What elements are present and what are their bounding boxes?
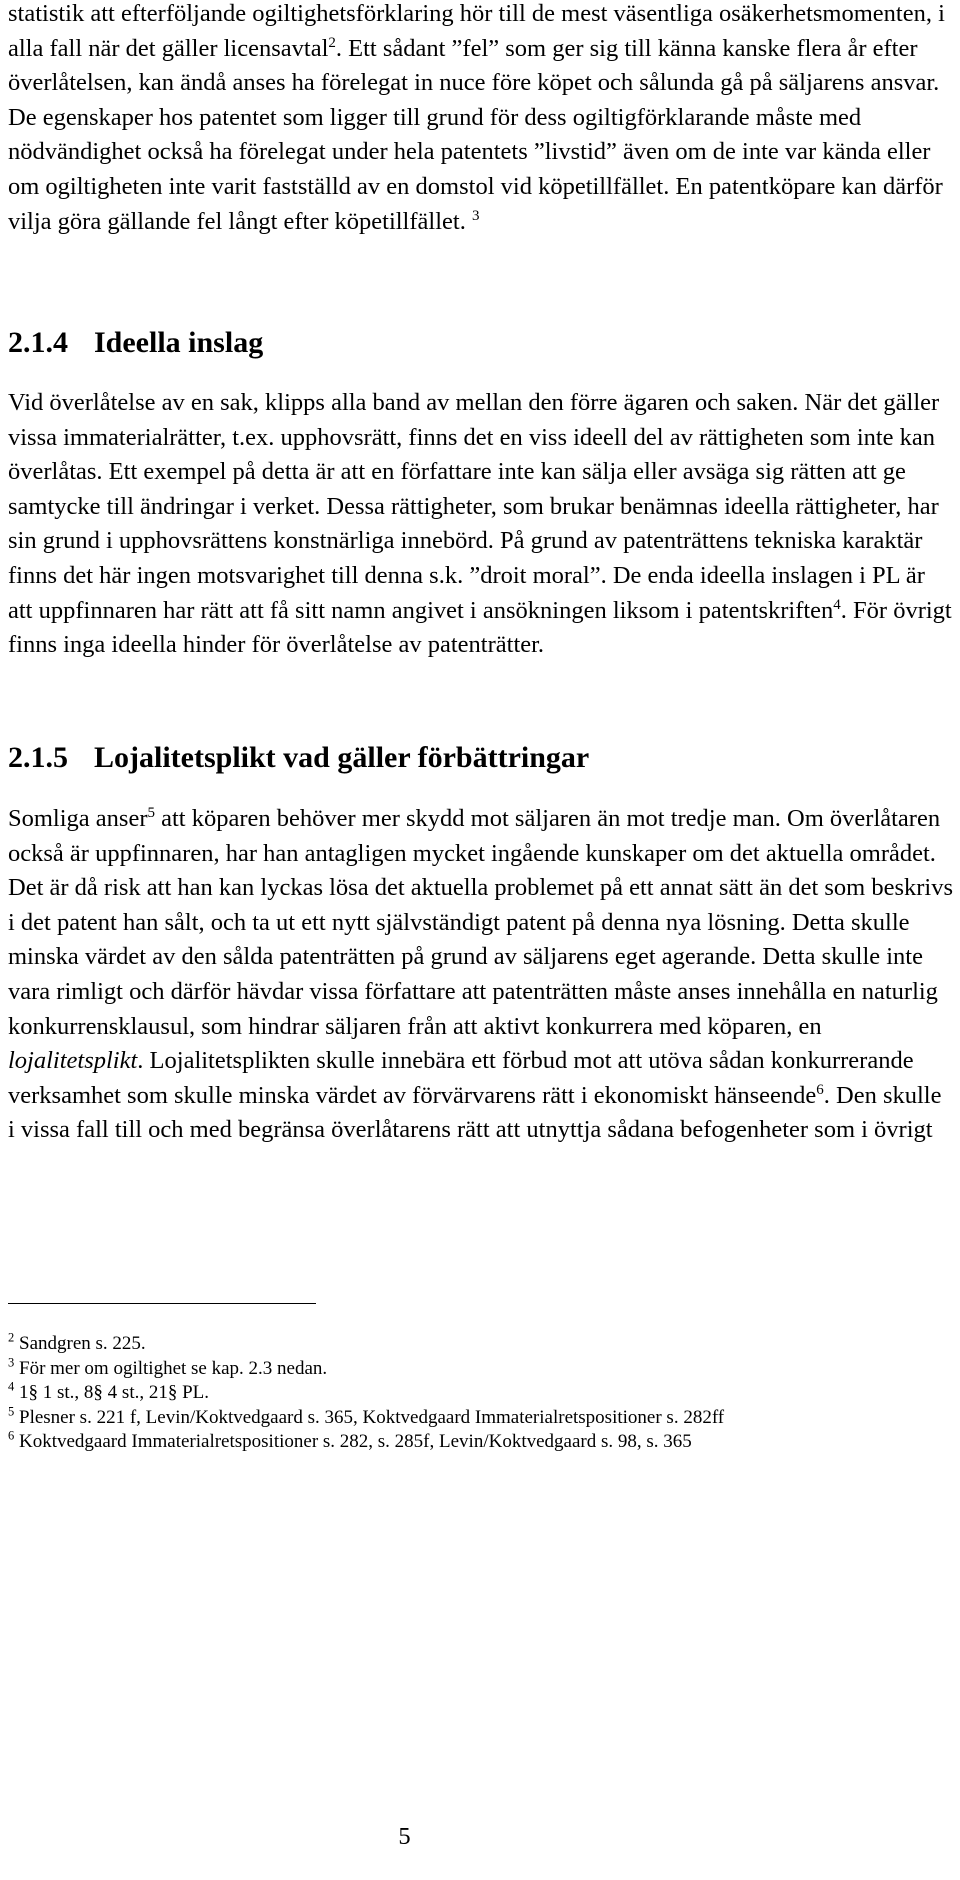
- text-run: . Den skulle i vissa fall till och med begränsa överlåtarens rätt att utnyttja sådana befogenheter som i övrigt: [8, 1081, 942, 1144]
- footnote-ref[interactable]: 6: [816, 1081, 824, 1098]
- text-run: . Lojalitetsplikten skulle innebära ett förbud mot att utöva sådan konkurrerande verksamhet som skulle minska värdet av förvärvarens rätt i ekonomiskt hänseende: [8, 1047, 914, 1109]
- footnote-ref[interactable]: 4: [833, 596, 841, 613]
- text-run: statistik att efterföljande ogiltighetsförklaring hör till de mest väsentliga osäkerhetsmomenten, i alla fall när det gäller licensavtal: [8, 0, 945, 62]
- footnote: [8, 1406, 953, 1431]
- text-run: . För övrigt finns inga ideella hinder för överlåtelse av patenträtter.: [8, 596, 952, 659]
- text-run: . Ett sådant ”fel” som ger sig till känna kanske flera år efter överlåtelsen, kan ändå anses ha förelegat in nuce före köpet och sålunda gå på säljarens ansvar. De egenskaper hos patentet som ligger till grund för dess ogiltigförklarande måste med nödvändighet också ha förelegat under hela patentets ”livstid” även om de inte var kända eller om ogiltigheten inte varit fastställd av en domstol vid köpetillfället. En patentköpare kan därför vilja göra gällande fel långt efter köpetillfället.: [8, 34, 943, 235]
- footnote: [8, 1381, 953, 1406]
- section-heading-2-1-4: [8, 325, 263, 361]
- footnote: [8, 1332, 953, 1357]
- paragraph-lojalitetsplikt: [8, 802, 953, 1148]
- footnote-text: 1§ 1 st., 8§ 4 st., 21§ PL.: [14, 1382, 210, 1404]
- paragraph-ideella-inslag: [8, 386, 953, 663]
- footnotes: [8, 1332, 953, 1455]
- text-run: Somliga anser: [8, 805, 148, 832]
- footnote-mark: 6: [8, 1429, 15, 1444]
- emphasized-term: lojalitetsplikt: [8, 1047, 138, 1075]
- section-title: Ideella inslag: [94, 326, 264, 359]
- paragraph-intro: [8, 0, 953, 239]
- footnote-text: Sandgren s. 225.: [14, 1333, 146, 1354]
- footnote: [8, 1357, 953, 1382]
- footnote-mark: 5: [8, 1404, 15, 1419]
- section-heading-2-1-5: [8, 740, 589, 776]
- section-number: 2.1.4: [8, 326, 68, 359]
- footnote-mark: 3: [8, 1355, 15, 1370]
- footnote-text: Plesner s. 221 f, Levin/Koktvedgaard s. 365, Koktvedgaard Immaterialretspositioner s. 282ff: [14, 1406, 725, 1428]
- text-run: att köparen behöver mer skydd mot säljaren än mot tredje man. Om överlåtaren också är uppfinnaren, har han antagligen mycket ingående kunskaper om det aktuella området. Det är då risk att han kan lyckas lösa det aktuella problemet på ett annat sätt än det som beskrivs i det patent han sålt, och ta ut ett nytt självständigt patent på denna nya lösning. Detta skulle minska värdet av den sålda patenträtten på grund av säljarens eget agerande. Detta skulle inte vara rimligt och därför hävdar vissa författare att patenträtten måste anses innehålla en naturlig konkurrensklausul, som hindrar säljaren från att aktivt konkurrera med köparen, en: [8, 805, 953, 1040]
- footnote-mark: 2: [8, 1330, 15, 1345]
- page-number: 5: [398, 1823, 411, 1850]
- footnote-ref[interactable]: 2: [328, 34, 336, 51]
- text-run: Vid överlåtelse av en sak, klipps alla band av mellan den förre ägaren och saken. När det gäller vissa immaterialrätter, t.ex. upphovsrätt, finns det en viss ideell del av rättigheten som inte kan överlåtas. Ett exempel på detta är att en författare inte kan sälja eller avsäga sig rätten att ge samtycke till ändringar i verket. Dessa rättigheter, som brukar benämnas ideella rättigheter, har sin grund i upphovsrättens konstnärliga innebörd. På grund av patenträttens tekniska karaktär finns det här ingen motsvarighet till denna s.k. ”droit moral”. De enda ideella inslagen i PL är att uppfinnaren har rätt att få sitt namn angivet i ansökningen liksom i patentskriften: [8, 389, 940, 624]
- section-number: 2.1.5: [8, 741, 68, 774]
- section-title: Lojalitetsplikt vad gäller förbättringar: [94, 741, 590, 774]
- footnote-mark: 4: [8, 1379, 15, 1394]
- footnote-ref[interactable]: 3: [471, 207, 480, 224]
- footnote-separator: [8, 1303, 316, 1304]
- footnote-ref[interactable]: 5: [147, 804, 155, 821]
- footnote: [8, 1430, 953, 1455]
- footnote-text: Koktvedgaard Immaterialretspositioner s. 282, s. 285f, Levin/Koktvedgaard s. 98, s. 365: [14, 1431, 692, 1453]
- footnote-text: För mer om ogiltighet se kap. 2.3 nedan.: [14, 1357, 328, 1379]
